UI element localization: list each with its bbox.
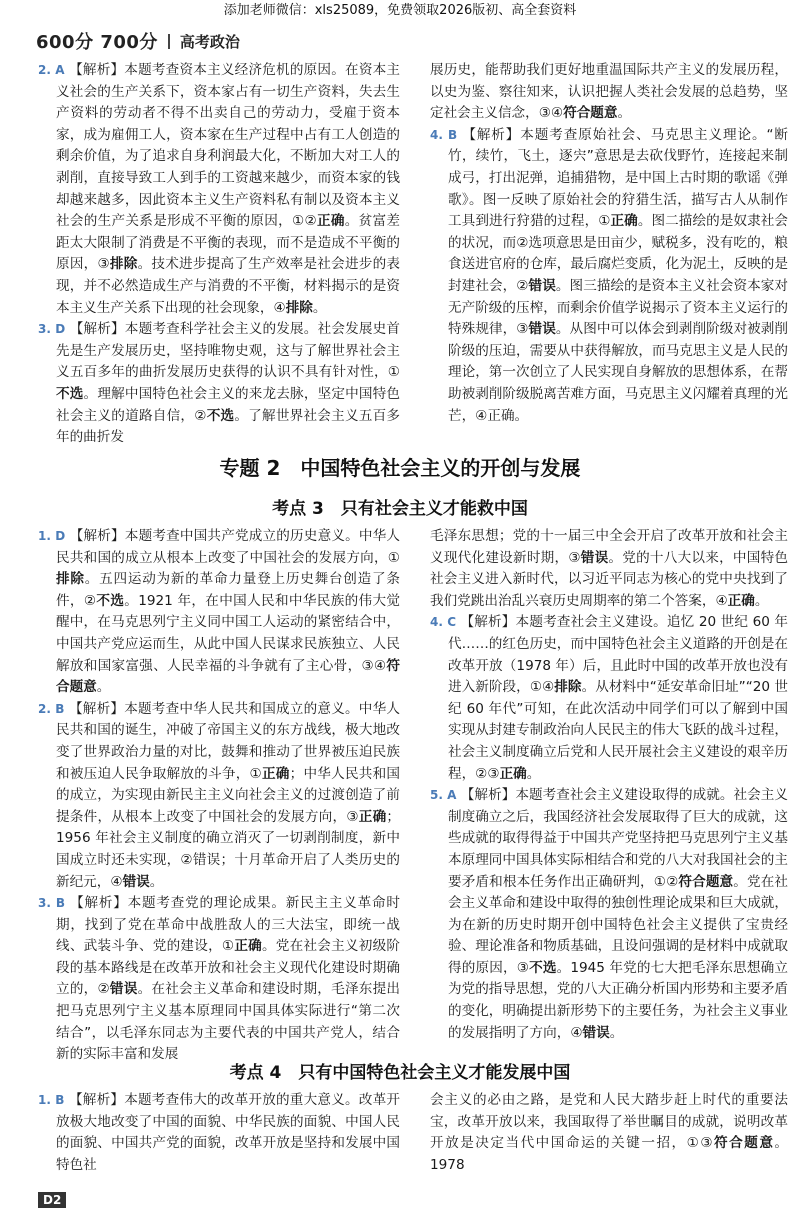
header-divider (168, 34, 170, 49)
answer-paragraph (430, 612, 788, 785)
answer-text: 展历史，能帮助我们更好地重温国际共产主义的发展历程，以史为鉴、察往知来，认识把握人类社会发展的总趋势，坚定社会主义信念，③④ (430, 62, 788, 122)
brand-logo: 600分 700分 (36, 32, 158, 53)
answer-paragraph (430, 125, 788, 427)
answer-verdict: 正确 (358, 808, 387, 825)
answer-verdict: 符合题意 (563, 105, 618, 122)
answer-paragraph (38, 526, 400, 699)
answer-number: 3. B (38, 896, 66, 911)
subject-label: 高考政治 (179, 32, 240, 51)
answer-number: 4. B (430, 127, 458, 142)
answer-text: 会主义的必由之路，是党和人民大踏步赶上时代的重要法宝，改革开放以来，我国取得了举世瞩目的成就，说明改革开放是决定当代中国命运的关键一招，①③ (430, 1092, 788, 1152)
answer-number: 2. B (38, 701, 65, 716)
answer-number: 2. A (38, 63, 65, 77)
answer-verdict: 错误 (122, 873, 150, 890)
answer-verdict: 正确 (234, 938, 262, 955)
answer-text: 【解析】本题考查社会主义建设取得的成就。社会主义制度确立之后，我国经济社会发展取得了巨大的成就，这些成就的取得得益于中国共产党坚持把马克思列宁主义基本原理同中国具体实际相结合和党的八大对我国社会的主要矛盾和根本任务作出正确研判，①② (448, 787, 789, 890)
top-banner: 添加老师微信：xls25089，免费领取2026版初、高全套资料 (223, 3, 577, 18)
answer-verdict: 不选 (206, 407, 235, 424)
answer-verdict: 错误 (528, 277, 556, 294)
section2-right-column (430, 526, 788, 1044)
answer-verdict: 正确 (610, 213, 638, 230)
answer-text: 【解析】本题考查中华人民共和国成立的意义。中华人民共和国的诞生，冲破了帝国主义的东方战线，极大地改变了世界政治力量的对比，鼓舞和推动了世界被压迫民族和被压迫人民争取解放的斗争，① (56, 700, 401, 782)
page-header (36, 30, 240, 52)
answer-text: 【解析】本题考查伟大的改革开放的重大意义。改革开放极大地改变了中国的面貌、中华民族的面貌、中国人民的面貌、中国共产党的面貌，改革开放是坚持和发展中国特色社 (56, 1092, 401, 1173)
answer-number: 1. B (38, 1093, 65, 1107)
answer-verdict: 符合题意 (714, 1135, 775, 1152)
answer-text: 。1945 年党的七大把毛泽东思想确立为党的指导思想，党的八大正确分析国内形势和主要矛盾的变化，明确提出新形势下的主要任务，为社会主义事业的发展指明了方向，④ (448, 959, 788, 1041)
answer-paragraph (38, 60, 400, 319)
kaodian-4-title: 考点 4 只有中国特色社会主义才能发展中国 (229, 1063, 571, 1083)
kaodian-3-title: 考点 3 只有社会主义才能救中国 (272, 499, 528, 519)
answer-paragraph (430, 526, 788, 612)
answer-text: 。 (312, 299, 327, 316)
answer-text: 。贫富差距太大限制了消费是不平衡的表现，而不是造成不平衡的原因，③ (56, 213, 401, 273)
answer-text: 【解析】本题考查中国共产党成立的历史意义。中华人民共和国的成立从根本上改变了中国社会的发展方向，① (56, 528, 401, 566)
answer-paragraph (38, 699, 400, 893)
answer-paragraph (38, 319, 400, 449)
answer-verdict: 排除 (285, 299, 313, 316)
answer-number: 3. D (38, 322, 66, 337)
answer-text: 毛泽东思想；党的十一届三中全会开启了改革开放和社会主义现代化建设新时期，③ (430, 528, 788, 566)
answer-text: ；中华人民共和国的成立，为实现由新民主主义向社会主义的过渡创造了前提条件，从根本上改变了中国社会的发展方向，③ (56, 765, 401, 825)
answer-verdict: 错误 (109, 981, 138, 998)
answer-verdict: 不选 (56, 385, 84, 402)
answer-text: 。了解世界社会主义五百多年的曲折发 (56, 407, 401, 446)
answer-text: 。从材料中“延安革命旧址”“20 世纪 60 年代”可知，在此次活动中同学们可以了解到中国实现从封建专制政治向人民民主的伟大飞跃的战斗过程，社会主义制度确立后党和人民开展社会主义建设的艰辛历程，②③ (448, 679, 789, 782)
answer-text: 。 (96, 679, 111, 696)
answer-verdict: 符合题意 (678, 873, 734, 890)
answer-text: 。1978 (430, 1135, 789, 1173)
answer-paragraph (430, 785, 788, 1044)
answer-text: 【解析】本题考查社会主义建设。追忆 20 世纪 60 年代……的红色历史，而中国特色社会主义道路的开创是在改革开放（1978 年）后，且此时中国的改革开放也没有进入新阶段，①④ (448, 614, 788, 696)
section2-left-column (38, 526, 400, 1066)
section3-right-column (430, 1090, 788, 1176)
answer-text: 。1921 年，在中国人民和中华民族的伟大觉醒中，在马克思列宁主义同中国工人运动的紧密结合中，中国共产党应运而生，从此中国人民谋求民族独立、人民解放和国家富强、人民幸福的斗争就有了主心骨，③④ (56, 592, 401, 674)
answer-paragraph (38, 1090, 400, 1176)
answer-text: 。 (617, 105, 632, 122)
answer-text: 。在社会主义革命和建设时期，毛泽东提出把马克思列宁主义基本原理同中国具体实际进行“第二次结合”，以毛泽东同志为主要代表的中国共产党人，结合新的实际丰富和发展 (56, 981, 401, 1063)
answer-text: 。党在社会主义初级阶段的基本路线是在改革开放和社会主义现代化建设时期确立的，② (56, 938, 401, 998)
answer-text: 。党的十八大以来，中国特色社会主义进入新时代，以习近平同志为核心的党中央找到了我们党跳出治乱兴衰历史周期率的第二个答案，④ (430, 549, 789, 609)
answer-text: 。技术进步提高了生产效率是社会进步的表现，并不必然造成生产与消费的不平衡，材料揭示的是资本主义生产关系下出现的社会现象，④ (56, 256, 401, 316)
answer-text: 。五四运动为新的革命力量登上历史舞台创造了条件，② (56, 571, 401, 609)
answer-verdict: 排除 (56, 571, 85, 588)
answer-text: ；1956 年社会主义制度的确立消灭了一切剥削制度，新中国成立时还未实现，②错误；十月革命开启了人类历史的新纪元，④ (56, 808, 401, 890)
answer-verdict: 错误 (580, 549, 609, 566)
answer-text: 。 (609, 1024, 624, 1041)
answer-text: 。理解中国特色社会主义的来龙去脉，坚定中国特色社会主义的道路自信，② (56, 385, 401, 424)
answer-text: 。 (526, 765, 541, 782)
answer-text: 。 (754, 592, 769, 609)
section-title: 专题 2 中国特色社会主义的开创与发展 (219, 456, 581, 480)
answer-verdict: 错误 (582, 1024, 610, 1041)
answer-verdict: 正确 (261, 765, 290, 782)
answer-text: 。图二描绘的是奴隶社会的状况，而②选项意思是田亩少，赋税多，没有吃的，粮食送进官府的仓库，最后腐烂变质，化为泥土，反映的是封建社会，② (448, 213, 789, 294)
answer-text: 。 (149, 873, 164, 890)
answer-text: 。图三描绘的是资本主义社会资本家对无产阶级的压榨，而剩余价值学说揭示了资本主义运行的特殊规律，③ (448, 277, 789, 338)
answer-text: 【解析】本题考查党的理论成果。新民主主义革命时期，找到了党在革命中战胜敌人的三大法宝，即统一战线、武装斗争、党的建设，① (56, 895, 400, 955)
block1-left-column (38, 60, 400, 449)
answer-text: 。从图中可以体会到剥削阶级对被剥削阶级的压迫，需要从中获得解放，而马克思主义是人民的理论，第一次创立了人民实现自身解放的思想体系，在帮助被剥削阶级脱离苦难方面，马克思主义闪耀着真理的光芒，④正确。 (448, 321, 789, 424)
answer-verdict: 错误 (528, 321, 556, 338)
answer-verdict: 排除 (554, 679, 582, 696)
answer-text: 【解析】本题考查原始社会、马克思主义理论。“断竹，续竹，飞土，逐宍”意思是去砍伐野竹，连接起来制成弓，打出泥弹，追捕猎物，是中国上古时期的歌谣《弹歌》。图一反映了原始社会的狩猎生活，描写古人从制作工具到进行狩猎的过程，① (448, 126, 788, 230)
answer-text: 【解析】本题考查资本主义经济危机的原因。在资本主义社会的生产关系下，资本家占有一切生产资料，失去生产资料的劳动者不得不出卖自己的劳动力，受雇于资本家，成为雇佣工人，资本家在生产过程中占有工人创造的剩余价值，为了追求自身利润最大化，不断加大对工人的剥削，直接导致工人到手的工资越来越少，而资本家的钱却越来越多，因此资本主义生产资料私有制以及资本主义社会的生产关系是形成不平衡的原因，①② (56, 62, 401, 230)
page-number: D2 (38, 1192, 66, 1208)
block1-right-column (430, 60, 788, 427)
answer-paragraph (430, 1090, 788, 1176)
answer-verdict: 符合题意 (56, 657, 400, 696)
answer-text: 【解析】本题考查科学社会主义的发展。社会发展史首先是生产发展历史，坚持唯物史观，这与了解世界社会主义五百多年的曲折发展历史获得的认识不具有针对性，① (56, 321, 401, 381)
answer-verdict: 不选 (529, 959, 557, 976)
answer-verdict: 正确 (727, 592, 755, 609)
answer-verdict: 正确 (499, 765, 527, 782)
answer-number: 1. D (38, 529, 66, 543)
answer-paragraph (430, 60, 788, 125)
section3-left-column (38, 1090, 400, 1176)
answer-number: 5. A (430, 788, 457, 803)
answer-number: 4. C (430, 615, 457, 630)
answer-verdict: 不选 (96, 592, 125, 609)
answer-verdict: 正确 (316, 213, 345, 230)
answer-text: 。党在社会主义革命和建设中取得的独创性理论成果和巨大成就，为在新的历史时期开创中国特色社会主义提供了宝贵经验、理论准备和物质基础，且设问强调的是材料中成就取得的原因，③ (448, 873, 789, 976)
answer-paragraph (38, 893, 400, 1066)
answer-verdict: 排除 (109, 256, 138, 273)
